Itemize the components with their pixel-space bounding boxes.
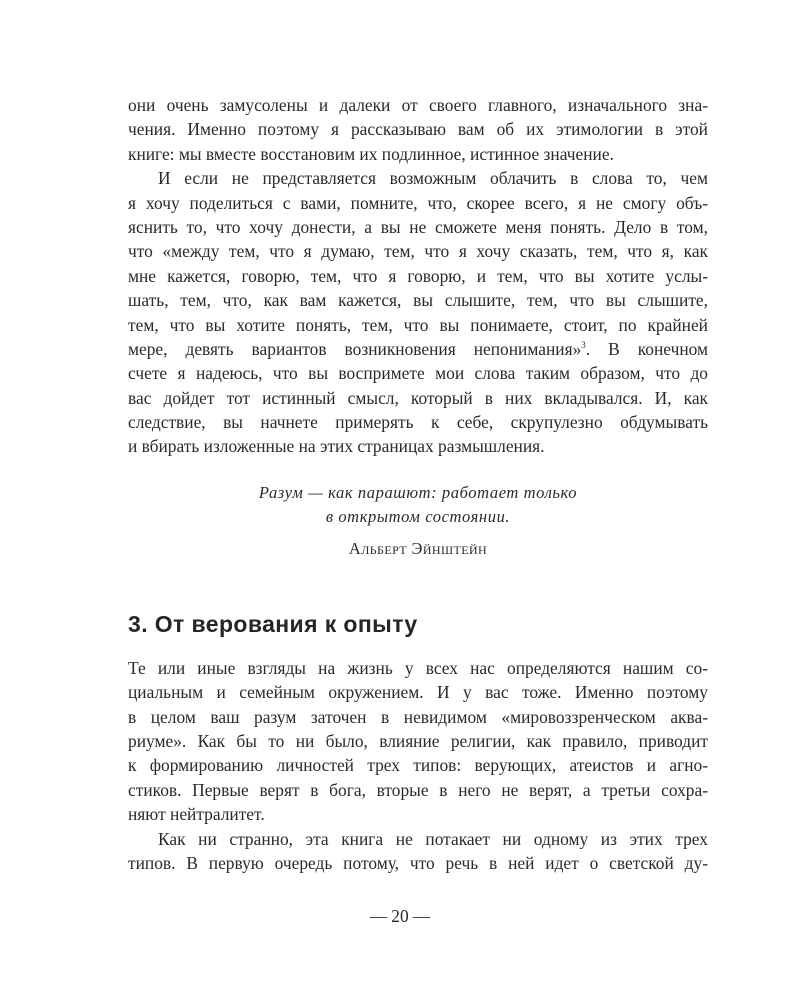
text-line: что «между тем, что я думаю, тем, что я хочу сказать, тем, что я, как: [128, 241, 708, 262]
text-line: следствие, вы начнете примерять к себе, скрупулезно обдумывать: [128, 412, 708, 433]
text-line: книге: мы вместе восстановим их подлинное, истинное значение.: [128, 143, 614, 164]
text-line: циальным и семейным окружением. И у вас тоже. Именно поэтому: [128, 682, 708, 703]
paragraph-4: [128, 827, 708, 876]
text-line: тем, что вы хотите понять, тем, что вы понимаете, стоит, по крайней: [128, 314, 708, 335]
text-line: шать, тем, что, как вам кажется, вы слышите, тем, что вы слышите,: [128, 290, 708, 311]
paragraph-1: [128, 93, 708, 166]
epigraph-author: Альберт Эйнштейн: [348, 538, 488, 558]
text-line: в целом ваш разум заточен в невидимом «мировоззренческом аква-: [128, 706, 708, 727]
text-line: я хочу поделиться с вами, помните, что, скорее всего, я не смогу объ-: [128, 192, 708, 213]
text-line: вас дойдет тот истинный смысл, который в них вкладывался. И, как: [128, 387, 708, 408]
text-line: они очень замусолены и далеки от своего главного, изначального зна-: [128, 95, 708, 115]
text-line: Как ни странно, эта книга не потакает ни одному из этих трех: [158, 828, 708, 849]
text-line: яснить то, что хочу донести, а вы не сможете меня понять. Дело в том,: [128, 216, 708, 237]
paragraph-2: [128, 166, 708, 459]
epigraph-quote-line: в открытом состоянии.: [325, 506, 511, 526]
text-line: няют нейтралитет.: [128, 804, 265, 825]
page-number: — 20 —: [369, 906, 431, 926]
text-line: типов. В первую очередь потому, что речь в ней идет о светской ду-: [128, 852, 708, 873]
epigraph: [128, 481, 708, 561]
section-heading: 3. От верования к опыту: [128, 610, 418, 637]
text-line: и вбирать изложенные на этих страницах размышления.: [128, 436, 545, 457]
paragraph-3: [128, 656, 708, 827]
footnote-reference[interactable]: 3: [581, 340, 586, 351]
text-line-with-footnote: [128, 337, 708, 361]
text-fragment: мере, девять вариантов возникновения непонимания»: [128, 338, 582, 359]
page-content: [128, 93, 708, 875]
text-line: счете я надеюсь, что вы воспримете мои слова таким образом, что до: [128, 363, 708, 384]
text-line: И если не представляется возможным облачить в слова то, чем: [158, 168, 708, 189]
text-line: Те или иные взгляды на жизнь у всех нас определяются нашим со-: [128, 657, 708, 678]
epigraph-quote-line: Разум — как парашют: работает только: [258, 482, 578, 502]
text-line: чения. Именно поэтому я рассказываю вам об их этимологии в этой: [128, 119, 708, 140]
text-line: мне кажется, говорю, тем, что я говорю, и тем, что вы хотите услы-: [128, 265, 708, 286]
text-line: риуме». Как бы то ни было, влияние религии, как правило, приводит: [128, 731, 708, 752]
text-line: к формированию личностей трех типов: верующих, атеистов и агно-: [128, 755, 708, 776]
text-fragment: . В конечном: [585, 338, 708, 359]
text-line: стиков. Первые верят в бога, вторые в него не верят, а третьи сохра-: [128, 779, 708, 800]
